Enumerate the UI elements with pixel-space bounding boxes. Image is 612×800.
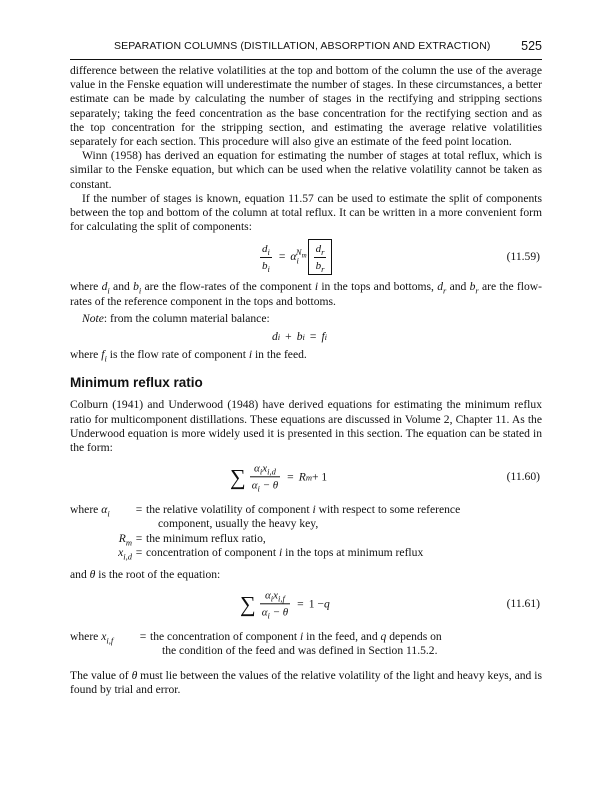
paragraph: where $f_i$ is the flow rate of component i in the feed.: [70, 348, 307, 364]
paragraph: If the number of stages is known, equation 11.57 can be used to estimate the split of components between the top and bottom of the column at total reflux. It can be written in a more convenient form for calculating the split of components:: [70, 191, 542, 234]
definition-continuation: component, usually the heavy key,: [158, 517, 319, 531]
paragraph: where $d_i$ and $b_i$ are the flow-rates of the component i in the tops and bottoms, $d_r$ and $b_r$ are the flow-rates of the reference component in the tops and bottoms.: [70, 280, 542, 308]
equation-number: (11.61): [506, 597, 540, 611]
sum-symbol: ∑: [240, 591, 256, 617]
definition-row: where $\alpha_i$ = the relative volatility of component i with respect to some reference: [70, 503, 461, 519]
alpha-power: $\alpha_i^{N_m}$: [290, 247, 307, 266]
definition-row: $x_{i,d}$ = concentration of component i in the tops at minimum reflux: [118, 545, 424, 562]
definitions-list: [70, 503, 542, 560]
equation-number: (11.59): [506, 250, 540, 264]
definition-continuation: the condition of the feed and was defined in Section 11.5.2.: [162, 644, 438, 658]
header-rule: [70, 59, 542, 60]
equation-11-59: [70, 234, 542, 280]
note-label: Note: [82, 311, 104, 325]
bracket: $\frac{d_r}{b_r}$: [308, 239, 333, 275]
paragraph: Winn (1958) has derived an equation for estimating the number of stages at total reflux, which is similar to the Fenske equation, but which can be used when the relative volatility cannot be taken as constant.: [70, 149, 542, 191]
paragraph: and θ is the root of the equation:: [70, 568, 221, 582]
equation-number: (11.60): [506, 470, 540, 484]
page-number: 525: [521, 39, 542, 53]
running-title: SEPARATION COLUMNS (DISTILLATION, ABSORPTION AND EXTRACTION): [114, 40, 491, 52]
equation-11-61: ∑ $\frac{\alpha_ix_{i,f}}{\alpha_i - \theta}$ = 1 − q (11.61): [240, 589, 540, 621]
equation-material-balance: d i + b i = f i: [272, 329, 328, 343]
page-header: [70, 40, 542, 58]
definition-row: $R_m$ = the minimum reflux ratio,: [118, 531, 266, 547]
definitions-list: [70, 630, 542, 658]
sum-symbol: ∑: [230, 464, 246, 490]
fraction: $\frac{d_i}{b_i}$: [262, 242, 270, 275]
paragraph: Colburn (1941) and Underwood (1948) have derived equations for estimating the minimum reflux ratio for multicomponent distillations. These equations are discussed in Volume 2, Chapter 11. As the Underwood equation is more widely used it is presented in this section. The equation can be stated in the form:: [70, 398, 542, 455]
note-paragraph: Note: from the column material balance:: [82, 311, 270, 325]
paragraph: difference between the relative volatilities at the top and bottom of the column the use of the average value in the Fenske equation will underestimate the number of stages. In these circumstances, a better estimate can be made by calculating the number of stages in the rectifying and stripping sections separately; taking the feed concentration as the base concentration for the rectifying section and as the top concentration for the stripping section, and estimating the average relative volatilities separately for each section. This procedure will also give an estimate of the feed point location.: [70, 64, 542, 149]
equation-11-60: ∑ $\frac{\alpha_ix_{i,d}}{\alpha_i - \theta}$ = R m + 1 (11.60): [230, 462, 540, 494]
definition-row: where $x_{i,f}$ = the concentration of component i in the feed, and q depends on: [70, 630, 442, 646]
paragraph: The value of θ must lie between the values of the relative volatility of the light and heavy keys, and is found by trial and error.: [70, 668, 543, 696]
equation-body: $\frac{d_i}{b_i}$ = $\alpha_i^{N_m}$ $\frac{d_r}{b_r}$: [258, 239, 332, 275]
section-heading: Minimum reflux ratio: [70, 375, 203, 391]
page-body: [70, 64, 542, 697]
